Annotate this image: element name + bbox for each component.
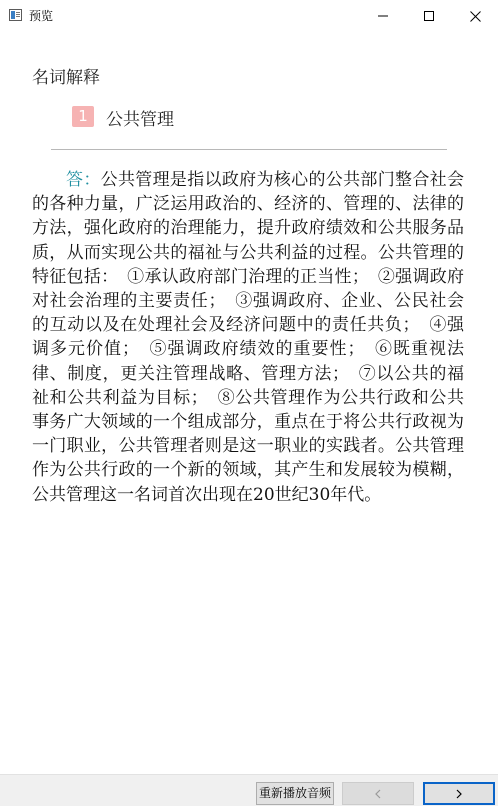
maximize-icon xyxy=(424,11,434,21)
minimize-button[interactable] xyxy=(360,0,406,32)
chevron-left-icon xyxy=(374,789,382,799)
question-number-badge: 1 xyxy=(72,106,94,127)
bottom-toolbar xyxy=(0,774,498,806)
window-title: 预览 xyxy=(29,9,54,23)
divider xyxy=(51,149,447,150)
replay-audio-button[interactable]: 重新播放音频 xyxy=(256,782,334,805)
previous-button[interactable] xyxy=(342,782,414,805)
preview-content xyxy=(0,32,498,774)
question-title: 公共管理 xyxy=(106,110,174,130)
section-title: 名词解释 xyxy=(32,68,100,88)
answer-text xyxy=(32,168,464,507)
answer-label: 答： xyxy=(66,170,101,190)
app-window-icon xyxy=(9,9,22,21)
minimize-icon xyxy=(378,11,388,21)
next-button[interactable] xyxy=(423,782,495,805)
chevron-right-icon xyxy=(455,789,463,799)
answer-body: 公共管理是指以政府为核心的公共部门整合社会的各种力量，广泛运用政治的、经济的、管理的、法律的方法，强化政府的治理能力，提升政府绩效和公共服务品质，从而实现公共的福祉与公共利益的过程。公共管理的特征包括： ①承认政府部门治理的正当性； ②强调政府对社会治理的主要责任； ③强调政府、企业、公民社会的互动以及在处理社会及经济问题中的责任共负； ④强调多元价值； ⑤强调政府绩效的重要性； ⑥既重视法律、制度，更关注管理战略、管理方法； ⑦以公共的福祉和公共利益为目标； ⑧公共管理作为公共行政和公共事务广大领域的一个组成部分，重点在于将公共行政视为一门职业，公共管理者则是这一职业的实践者。公共管理作为公共行政的一个新的领域，其产生和发展较为模糊，公共管理这一名词首次出现在20世纪30年代。 xyxy=(32,170,465,505)
maximize-button[interactable] xyxy=(406,0,452,32)
title-bar xyxy=(0,0,498,32)
close-button[interactable] xyxy=(452,0,498,32)
close-icon xyxy=(470,11,481,22)
